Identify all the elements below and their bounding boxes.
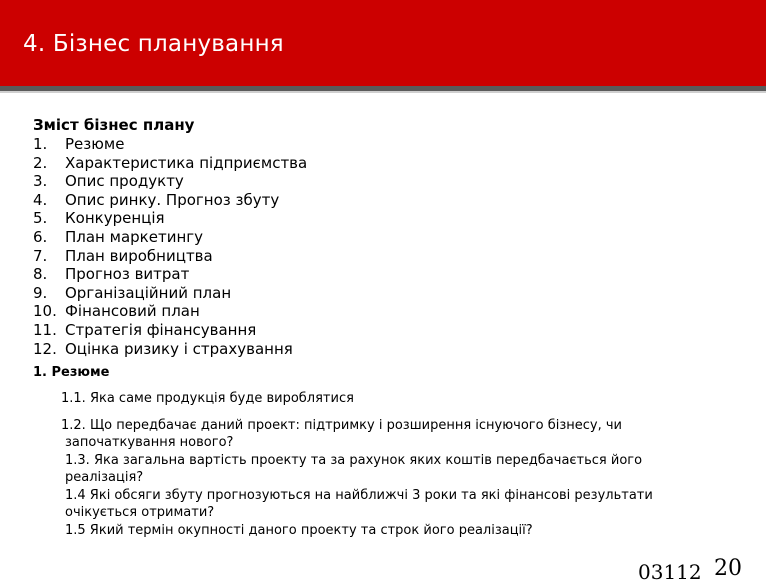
toc-item-number: 9.	[33, 283, 48, 302]
toc-item-number: 10.	[33, 302, 57, 321]
contents-heading: Зміст бізнес плану	[33, 116, 195, 134]
toc-item-text: Характеристика підприємства	[65, 153, 308, 172]
question-1-1: 1.1. Яка саме продукція буде вироблятися	[61, 391, 354, 407]
toc-item	[33, 247, 743, 266]
toc-item-text: Резюме	[65, 135, 125, 153]
slide-body	[33, 116, 743, 539]
toc-item	[33, 340, 743, 359]
toc-item	[33, 265, 743, 284]
toc-item-text: План виробництва	[65, 246, 213, 265]
question-1-3: 1.3. Яка загальна вартість проекту та за рахунок яких коштів передбачається його	[65, 452, 643, 468]
toc-item-number: 2.	[33, 153, 48, 172]
toc-item	[33, 321, 743, 340]
toc-item-text: План маркетингу	[65, 227, 204, 246]
question-1-4-continued: очікується отримати?	[65, 505, 215, 521]
toc-item-text: Оцінка ризику і страхування	[65, 339, 293, 358]
toc-item-text: Фінансовий план	[65, 302, 200, 321]
toc-item	[33, 172, 743, 191]
toc-item-number: 5.	[33, 209, 48, 228]
footer-code: 03112	[638, 560, 702, 584]
page-number: 20	[714, 556, 742, 581]
question-1-5: 1.5 Який термін окупності даного проекту та строк його реалізації?	[65, 522, 533, 538]
toc-item-number: 11.	[33, 320, 57, 339]
toc-item	[33, 302, 743, 321]
toc-item	[33, 135, 743, 154]
table-of-contents	[33, 135, 743, 358]
toc-item-text: Конкуренція	[65, 209, 165, 228]
toc-item-number: 3.	[33, 172, 48, 191]
toc-item-text: Організаційний план	[65, 283, 232, 302]
question-1-2: 1.2. Що передбачає даний проект: підтримку і розширення існуючого бізнесу, чи	[61, 417, 622, 433]
toc-item	[33, 191, 743, 210]
toc-item	[33, 154, 743, 173]
toc-item-number: 7.	[33, 246, 48, 265]
toc-item-text: Прогноз витрат	[65, 265, 190, 284]
toc-item	[33, 209, 743, 228]
toc-item-text: Стратегія фінансування	[65, 320, 257, 339]
toc-item-text: Опис ринку. Прогноз збуту	[65, 190, 280, 209]
section-heading: 1. Резюме	[33, 365, 110, 381]
toc-item-number: 4.	[33, 190, 48, 209]
question-1-3-continued: реалізація?	[65, 470, 144, 486]
header-divider-shadow	[0, 91, 766, 93]
question-1-4: 1.4 Які обсяги збуту прогнозуються на найближчі 3 роки та які фінансові результати	[65, 487, 653, 503]
toc-item-number: 8.	[33, 265, 48, 284]
slide-title: 4. Бізнес планування	[23, 31, 284, 57]
toc-item-text: Опис продукту	[65, 172, 184, 191]
toc-item-number: 1.	[33, 135, 48, 153]
toc-item	[33, 284, 743, 303]
slide-header	[0, 0, 766, 86]
question-1-2-continued: започаткування нового?	[65, 435, 234, 451]
toc-item-number: 6.	[33, 227, 48, 246]
toc-item	[33, 228, 743, 247]
toc-item-number: 12.	[33, 339, 57, 358]
